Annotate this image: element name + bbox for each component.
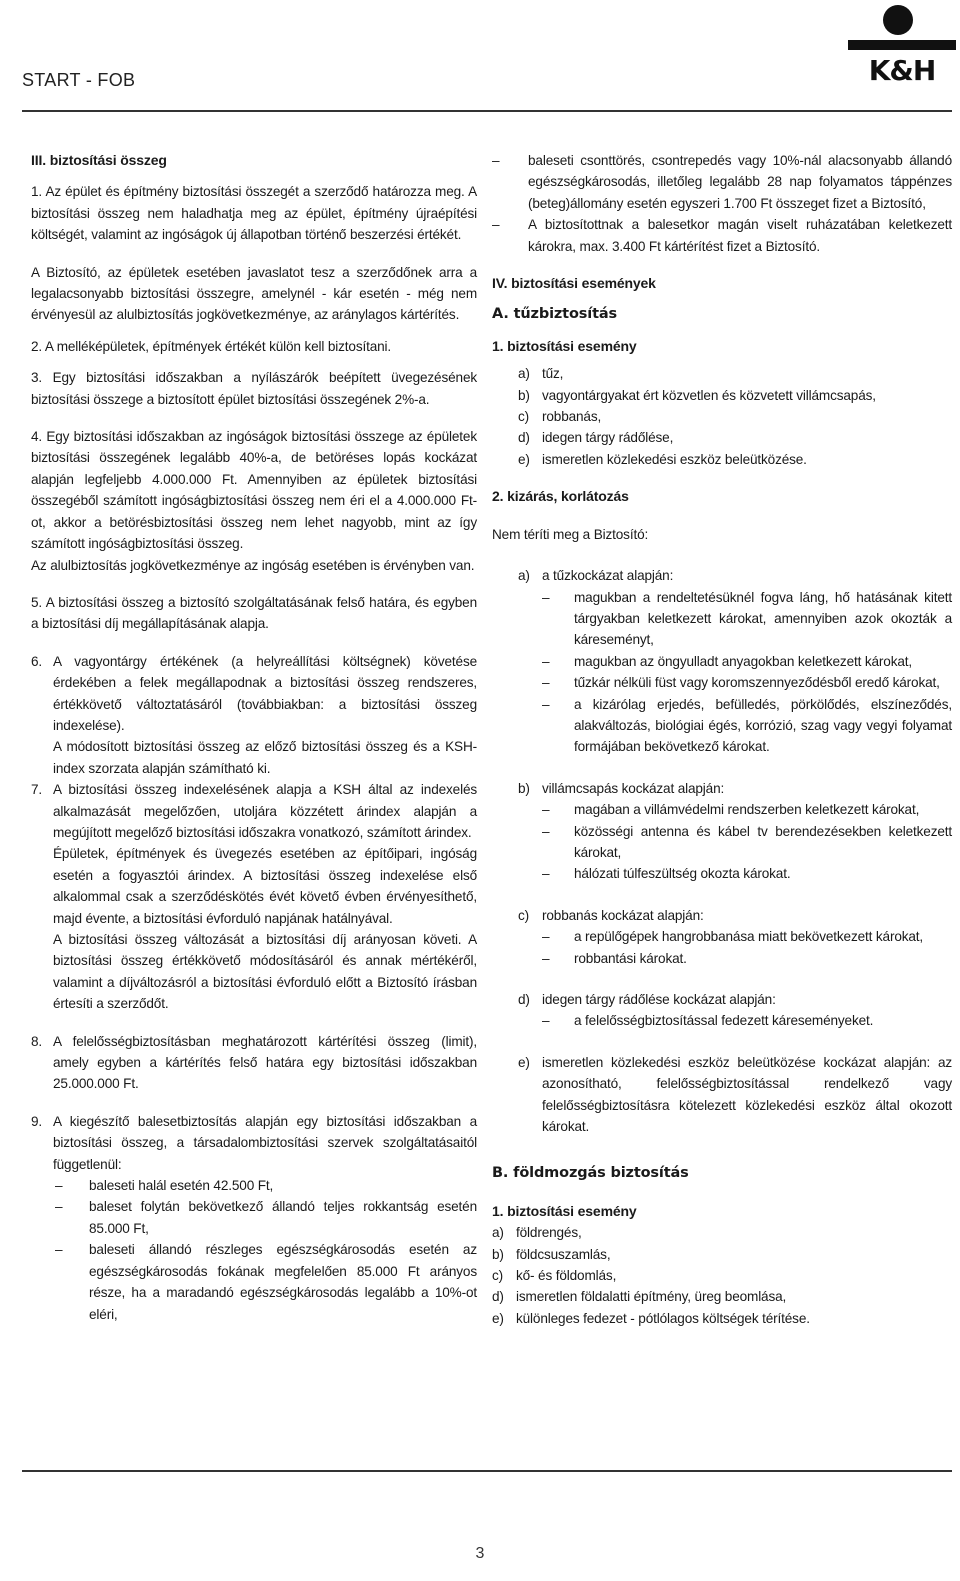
list-item xyxy=(518,651,952,672)
left-column xyxy=(31,150,477,1325)
page-number: 3 xyxy=(475,1545,485,1562)
item-letter: c) xyxy=(492,1268,504,1284)
list-item xyxy=(492,1308,952,1329)
list-item xyxy=(518,427,952,448)
list-item xyxy=(518,587,952,651)
section-a-heading: A. tűzbiztosítás xyxy=(492,306,617,323)
header-rule xyxy=(22,110,952,112)
list-item-text: baleseti állandó részleges egészségkárosodás esetén az egészségkárosodás fokának megfelelően 85.000 Ft arányos része, ha a maradandó egészségkárosodás legalább a 10%-ot eléri, xyxy=(89,1242,477,1322)
list-item-text: magában a villámvédelmi rendszerben keletkezett károkat, xyxy=(574,802,920,818)
section-heading-iv: IV. biztosítási események xyxy=(492,275,656,292)
dash-bullet: – xyxy=(542,1013,550,1029)
exclusion-a xyxy=(518,565,952,586)
dash-bullet: – xyxy=(492,153,500,168)
list-item-text: idegen tárgy rádőlése, xyxy=(542,430,674,446)
list-item-text: robbanás, xyxy=(542,409,602,425)
dash-bullet: – xyxy=(55,1199,63,1215)
item-number: 9. xyxy=(31,1113,43,1129)
item-letter: e) xyxy=(492,1310,504,1326)
footer-rule xyxy=(22,1470,952,1472)
paragraph: A módosított biztosítási összeg az előző biztosítási összeg és a KSH-index szorzata alapján számítható ki. xyxy=(53,739,477,776)
paragraph: 3. Egy biztosítási időszakban a nyílászárók beépített üvegezésének biztosítási összege a biztosított épület biztosítási összegének 2%-a. xyxy=(31,370,477,407)
list-item-text: robbanás kockázat alapján: xyxy=(542,907,704,923)
list-item xyxy=(518,672,952,693)
paragraph: A biztosítási összeg indexelésének alapja a KSH által az indexelés alkalmazását megelőzően, utoljára közzétett árindex alapján a megújított megelőző biztosítási időszakra vonatkozó, számított árindex. xyxy=(53,782,477,840)
paragraph: A vagyontárgy értékének (a helyreállítási költségnek) követése érdekében a felek megállapodnak a biztosítási összeg rendszeres, értékkövető változtatásáról (továbbiakban: a biztosítási összeg indexelése). xyxy=(53,653,477,733)
list-item-text: a repülőgépek hangrobbanása miatt bekövetkezett károkat, xyxy=(574,929,924,945)
list-item-text: közösségi antenna és kábel tv berendezésekben keletkezett károkat, xyxy=(574,823,952,860)
list-item-text: tűz, xyxy=(542,366,564,382)
dash-bullet: – xyxy=(542,802,550,818)
list-item xyxy=(518,926,952,947)
dash-bullet: – xyxy=(542,866,550,882)
list-item xyxy=(518,799,952,820)
list-item xyxy=(492,1222,952,1243)
list-item xyxy=(518,363,952,384)
list-item-text: különleges fedezet - pótlólagos költségek térítése. xyxy=(516,1310,810,1326)
item-letter: d) xyxy=(492,1289,504,1305)
list-item xyxy=(446,214,952,257)
list-item-text: magukban az öngyulladt anyagokban keletkezett károkat, xyxy=(574,653,913,669)
paragraph: Épületek, építmények és üvegezés esetében az építőipari, ingóság esetén a fogyasztói árindex. A biztosítási összeg indexelése első alkalommal csak a szerződéskötés évét követő évben érvényesíthető, majd évente, a biztosítási évforduló napjának hatálnyával. xyxy=(53,846,477,926)
dash-bullet: – xyxy=(55,1178,63,1194)
item-number: 8. xyxy=(31,1033,43,1049)
list-item-text: robbantási károkat. xyxy=(574,950,687,966)
numbered-item-9 xyxy=(31,1111,477,1175)
list-item xyxy=(492,1286,952,1307)
list-item-text: A biztosítottnak a balesetkor magán viselt ruházatában keletkezett károkra, max. 3.400 Ft kártérítést fizet a Biztosító. xyxy=(528,217,952,254)
item-number: 6. xyxy=(31,653,43,669)
list-item xyxy=(31,1175,477,1196)
item-letter: b) xyxy=(518,387,530,403)
item-letter: c) xyxy=(518,907,530,923)
dash-bullet: – xyxy=(542,929,550,945)
item-letter: a) xyxy=(518,366,530,382)
paragraph: A kiegészítő balesetbiztosítás alapján egy biztosítási időszakban a biztosítási összeg, a társadalombiztosítási szervek szolgáltatásaitól függetlenül: xyxy=(53,1113,477,1172)
list-item xyxy=(31,1239,477,1325)
list-item xyxy=(518,385,952,406)
dash-bullet: – xyxy=(542,950,550,966)
list-item-text: a felelősségbiztosítással fedezett káreseményeket. xyxy=(574,1013,874,1029)
item-number: 7. xyxy=(31,782,43,798)
paragraph: 5. A biztosítási összeg a biztosító szolgáltatásának felső határa, és egyben a biztosítási díj megállapításának alapja. xyxy=(31,594,477,632)
list-item-text: ismeretlen földalatti építmény, üreg beomlása, xyxy=(516,1289,787,1305)
list-item-text: a tűzkockázat alapján: xyxy=(542,568,674,584)
dash-bullet: – xyxy=(542,653,550,669)
list-item-text: vagyontárgyakat ért közvetlen és közvetett villámcsapás, xyxy=(542,387,876,403)
item-letter: e) xyxy=(518,1054,530,1070)
paragraph: 1. Az épület és építmény biztosítási összegét a szerződő határozza meg. A biztosítási összeg nem haladhatja meg az épület, építmény újraépítési költségét, valamint az ingóságok új állapotban történő beszerzési értékét. xyxy=(31,184,477,243)
exclusion-e xyxy=(518,1052,952,1138)
list-item-text: földcsuszamlás, xyxy=(516,1246,611,1262)
paragraph: A biztosítási összeg változását a biztosítási díj arányosan követi. A biztosítási összeg értékkövető módosításáról és annak mértékéről, valamint a díjváltozásról a biztosítási évforduló előtt a Biztosító írásban értesíti a szerződőt. xyxy=(53,932,477,1012)
list-item-text: idegen tárgy rádőlése kockázat alapján: xyxy=(542,992,776,1007)
list-item-text: hálózati túlfeszültség okozta károkat. xyxy=(574,866,791,882)
list-item-text: tűzkár nélküli füst vagy koromszennyeződésből eredő károkat, xyxy=(574,675,940,691)
dash-bullet: – xyxy=(55,1242,63,1258)
list-item xyxy=(518,863,952,884)
list-item xyxy=(492,1265,952,1286)
list-item-text: ismeretlen közlekedési eszköz beleütközése. xyxy=(542,451,807,467)
dash-bullet: – xyxy=(542,823,550,839)
dash-bullet: – xyxy=(542,675,550,691)
item-letter: c) xyxy=(518,409,530,425)
item-letter: b) xyxy=(492,1246,504,1262)
subsection-heading: 2. kizárás, korlátozás xyxy=(492,488,629,505)
right-column xyxy=(492,150,952,1329)
list-item xyxy=(518,948,952,969)
dash-bullet: – xyxy=(542,696,550,712)
list-item-text: magukban a rendeltetésüknél fogva láng, hő hatásának kitett tárgyakban keletkezett károkat, amennyiben azok okozták a káreseményt, xyxy=(574,589,952,648)
dash-bullet: – xyxy=(542,589,550,605)
exclusion-b xyxy=(518,778,952,799)
paragraph: Az alulbiztosítás jogkövetkezménye az ingóság esetében is érvényben van. xyxy=(31,557,475,573)
list-item xyxy=(518,821,952,864)
section-b-heading: B. földmozgás biztosítás xyxy=(492,1165,689,1182)
exclusion-d xyxy=(518,989,952,1010)
dash-bullet: – xyxy=(492,217,500,233)
list-item-text: baleseti halál esetén 42.500 Ft, xyxy=(89,1178,274,1194)
list-item xyxy=(518,694,952,758)
section-heading-iii: III. biztosítási összeg xyxy=(31,152,167,168)
list-item-text: baleseti csonttörés, csontrepedés vagy 10%-nál alacsonyabb állandó egészségkárosodás, illetőleg legalább 28 nap folyamatos táppénzes (beteg)állomány esetén egyszeri 1.700 Ft összeget fizet a Biztosító, xyxy=(528,153,952,211)
document-title: START - FOB xyxy=(22,70,136,90)
subsection-heading: 1. biztosítási esemény xyxy=(492,1202,637,1219)
numbered-item-8 xyxy=(31,1031,477,1095)
subsection-heading: 1. biztosítási esemény xyxy=(492,337,637,354)
item-letter: d) xyxy=(518,992,530,1007)
list-item xyxy=(446,150,952,214)
list-item xyxy=(492,1244,952,1265)
list-item xyxy=(518,406,952,427)
item-letter: d) xyxy=(518,430,530,446)
item-letter: e) xyxy=(518,451,530,467)
paragraph: 4. Egy biztosítási időszakban az ingóságok biztosítási összege az épületek biztosítási összegének legalább 40%-a, de betöréses lopás kockázat alapján legfeljebb 4.000.000 Ft. Amennyiben az épületek biztosítási összegéből számított ingóságbiztosítási összeg nem éri el a 4.000.000 Ft-ot, akkor a betörésbiztosítási összeg nem lehet nagyobb, mint az így számított ingóságbiztosítási összeg. xyxy=(31,429,477,552)
numbered-item-7 xyxy=(31,779,477,1014)
list-item xyxy=(31,1196,477,1239)
item-letter: a) xyxy=(518,568,530,584)
item-letter: a) xyxy=(492,1225,504,1241)
list-item-text: baleset folytán bekövetkező állandó teljes rokkantság esetén 85.000 Ft, xyxy=(89,1199,477,1236)
list-item-text: villámcsapás kockázat alapján: xyxy=(542,780,725,796)
item-letter: b) xyxy=(518,780,530,796)
paragraph: A Biztosító, az épületek esetében javaslatot tesz a szerződőnek arra a legalacsonyabb biztosítási összegre, amelynél - kár esetén - még nem érvényesül az alulbiztosítás jogkövetkezménye, az aránylagos kártérítés. xyxy=(31,264,477,323)
exclusion-c xyxy=(518,905,952,926)
kh-logo xyxy=(848,0,956,86)
logo-text: K&H xyxy=(868,54,936,86)
list-item-text: a kizárólag erjedés, befülledés, pörkölődés, elszíneződés, alakváltozás, biológiai égés, korrózió, szag vagy vegyi folyamat formájában bekövetkező károkat. xyxy=(574,696,952,755)
list-item-text: ismeretlen közlekedési eszköz beleütközése kockázat alapján: az azonosítható, felelősségbiztosítással rendelkező vagy felelősségbiztosításra kötelezett közlekedési eszköz által okozott károkat. xyxy=(542,1054,952,1135)
list-item-text: földrengés, xyxy=(516,1225,582,1241)
numbered-item-6 xyxy=(31,651,477,779)
paragraph: A felelősségbiztosításban meghatározott kártérítési összeg (limit), amely egyben a kártérítés felső határa egy biztosítási időszakban 25.000.000 Ft. xyxy=(53,1033,477,1092)
list-item xyxy=(518,449,952,470)
list-item-text: kő- és földomlás, xyxy=(516,1268,617,1284)
list-item xyxy=(518,1010,952,1031)
paragraph: Nem téríti meg a Biztosító: xyxy=(492,526,649,542)
paragraph: 2. A melléképületek, építmények értékét külön kell biztosítani. xyxy=(31,338,392,354)
